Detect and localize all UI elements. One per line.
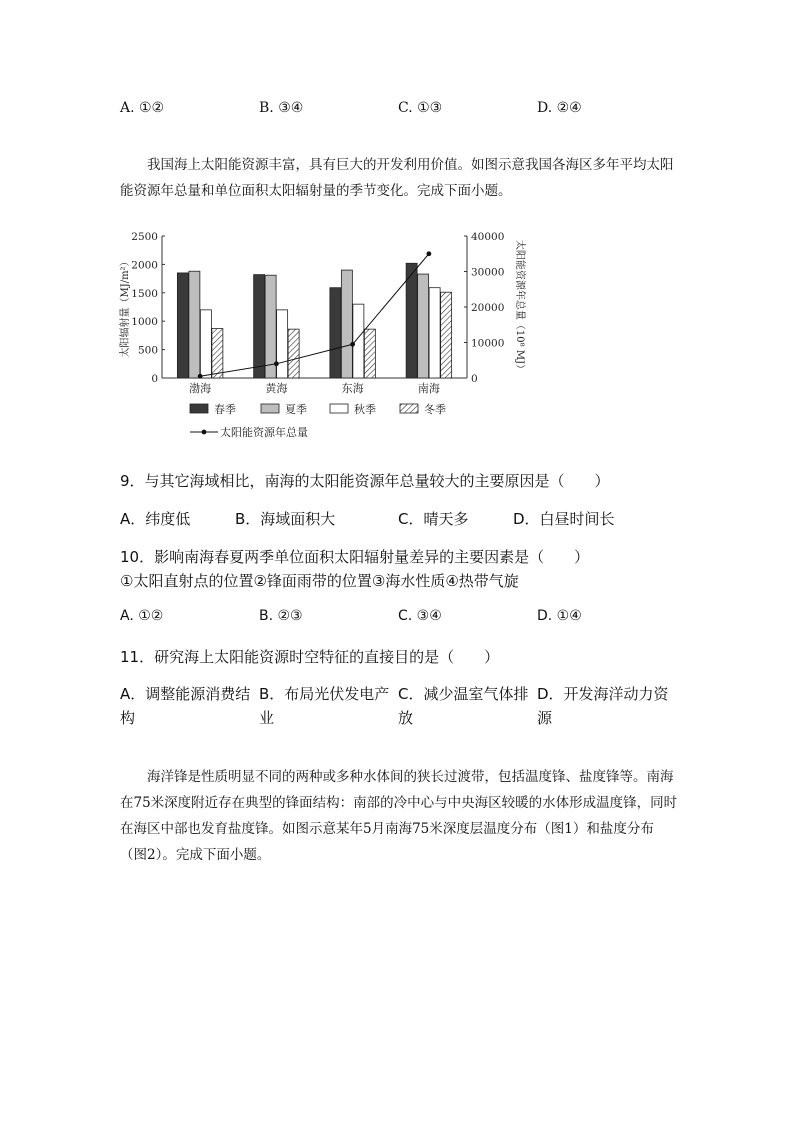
bar-3-3 [441, 292, 452, 378]
chart-bars [177, 263, 451, 378]
annual-total-point-1 [274, 361, 279, 366]
option-a[interactable]: A. ①② [120, 100, 165, 116]
y-axis-title-right: 太阳能资源年总量（10⁸ MJ） [514, 239, 525, 375]
q9-option-c[interactable]: C．晴天多 [398, 510, 469, 528]
y-tick-label-left: 2000 [131, 259, 158, 272]
annual-total-point-2 [350, 342, 355, 347]
bar-3-0 [406, 263, 417, 378]
annual-total-point-3 [426, 251, 431, 256]
q11-option-b[interactable]: B．布局光伏发电产业 [259, 685, 390, 727]
y-tick-label-right: 20000 [471, 302, 505, 314]
intro-paragraph-1: 我国海上太阳能资源丰富，具有巨大的开发利用价值。如图示意我国各海区多年平均太阳能资源年总量和单位面积太阳辐射量的季节变化。完成下面小题。 [120, 157, 674, 199]
q9-option-a[interactable]: A．纬度低 [120, 510, 191, 528]
bar-3-2 [429, 288, 440, 378]
q9-stem: 9．与其它海域相比，南海的太阳能资源年总量较大的主要原因是（ ） [120, 472, 610, 490]
solar-chart [112, 224, 532, 446]
y-tick-label-left: 2500 [131, 231, 158, 243]
q9-option-d[interactable]: D．白昼时间长 [513, 510, 615, 528]
option-b[interactable]: B. ③④ [259, 100, 304, 116]
annual-total-point-0 [198, 374, 203, 379]
legend-swatch-0 [190, 404, 208, 413]
legend-line-marker [202, 430, 207, 435]
q11-option-a[interactable]: A．调整能源消费结构 [120, 685, 251, 727]
q11-stem: 11．研究海上太阳能资源时空特征的直接目的是（ ） [120, 648, 500, 666]
legend-label-0: 春季 [214, 403, 236, 416]
y-tick-label-right: 0 [471, 373, 478, 385]
x-tick-label: 东海 [341, 382, 364, 395]
bar-1-3 [288, 329, 299, 378]
annual-total-line [200, 254, 429, 376]
bar-0-1 [189, 271, 200, 378]
q11-option-c[interactable]: C．减少温室气体排放 [398, 685, 529, 727]
q10-option-c[interactable]: C. ③④ [398, 608, 442, 624]
y-tick-label-right: 30000 [471, 266, 505, 279]
q10-choices: ①太阳直射点的位置②锋面雨带的位置③海水性质④热带气旋 [120, 572, 519, 590]
bar-2-2 [353, 304, 364, 378]
option-c[interactable]: C. ①③ [398, 100, 443, 116]
q9-option-b[interactable]: B．海域面积大 [235, 510, 336, 528]
intro-paragraph-2: 海洋锋是性质明显不同的两种或多种水体间的狭长过渡带，包括温度锋、盐度锋等。南海在75米深度附近存在典型的锋面结构：南部的冷中心与中央海区较暖的水体形成温度锋，同时在海区中部也发育盐度锋。如图示意某年5月南海75米深度层温度分布（图1）和盐度分布（图2）。完成下面小题。 [120, 769, 678, 863]
q10-stem: 10．影响南海春夏两季单位面积太阳辐射量差异的主要因素是（ ） [120, 548, 590, 566]
legend-label-2: 秋季 [354, 403, 376, 416]
legend-swatch-3 [400, 404, 418, 413]
bar-1-0 [254, 275, 265, 378]
q10-option-a[interactable]: A. ①② [120, 608, 164, 624]
x-tick-label: 渤海 [189, 382, 212, 395]
y-tick-label-right: 10000 [471, 337, 505, 350]
legend-swatch-1 [261, 404, 279, 413]
legend-swatch-2 [330, 404, 348, 413]
q11-option-d[interactable]: D．开发海洋动力资源 [537, 685, 669, 727]
q10-option-b[interactable]: B. ②③ [259, 608, 303, 624]
y-tick-label-left: 1000 [131, 316, 158, 329]
bar-2-1 [341, 270, 352, 378]
chart-line [198, 251, 432, 378]
option-d[interactable]: D. ②④ [537, 100, 582, 116]
y-tick-label-left: 500 [137, 344, 158, 357]
bar-0-2 [200, 310, 211, 378]
y-tick-label-left: 1500 [131, 287, 158, 300]
legend-line-label: 太阳能资源年总量 [220, 426, 308, 439]
x-tick-label: 黄海 [265, 382, 288, 395]
chart-legend [190, 402, 446, 439]
y-tick-label-right: 40000 [471, 231, 505, 243]
bar-0-3 [212, 329, 223, 378]
y-tick-label-left: 0 [151, 373, 158, 385]
q10-option-d[interactable]: D. ①④ [537, 608, 582, 624]
legend-label-3: 冬季 [424, 403, 446, 416]
x-tick-label: 南海 [417, 382, 440, 395]
y-axis-title-left: 太阳辐射量（MJ/m²） [120, 256, 131, 358]
bar-1-2 [277, 310, 288, 378]
bar-0-0 [177, 273, 188, 378]
bar-2-0 [330, 288, 341, 378]
legend-label-1: 夏季 [285, 403, 307, 416]
bar-3-1 [418, 274, 429, 378]
bar-2-3 [364, 329, 375, 378]
